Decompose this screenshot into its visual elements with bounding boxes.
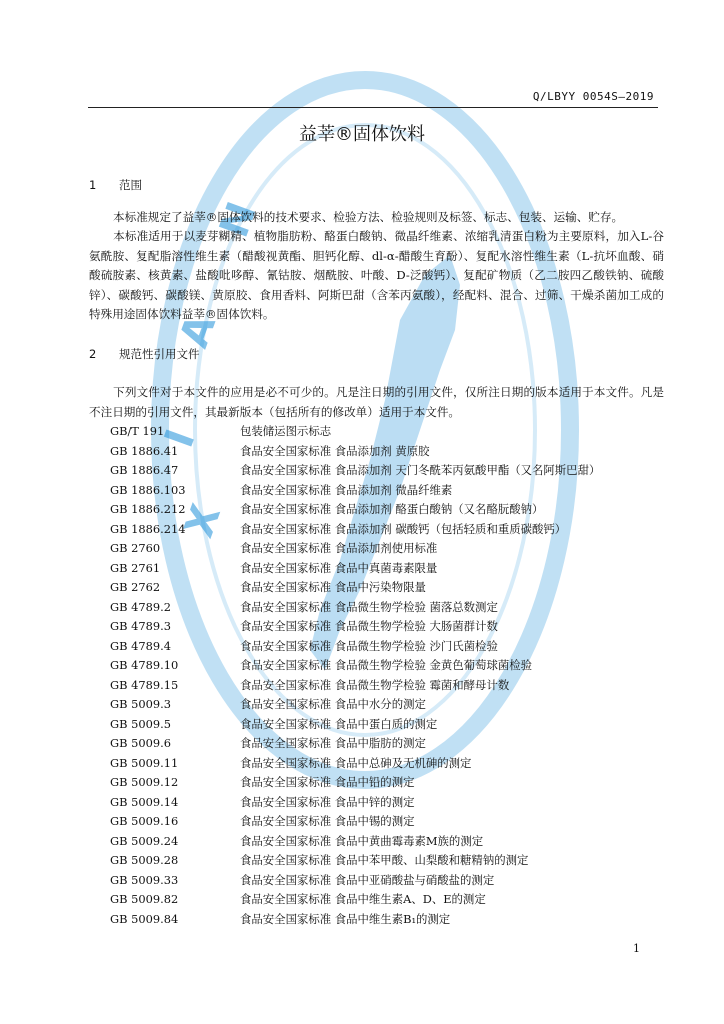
references-intro-paragraph	[89, 383, 664, 422]
reference-item	[110, 890, 670, 910]
reference-title: 包装储运图示标志	[240, 424, 332, 438]
reference-item	[110, 754, 670, 774]
reference-title: 食品安全国家标准 食品添加剂使用标准	[240, 541, 438, 555]
section-title: 范围	[119, 178, 142, 192]
reference-item	[110, 617, 670, 637]
reference-code: GB 2761	[110, 560, 161, 575]
reference-title: 食品安全国家标准 食品添加剂 黄原胶	[240, 443, 430, 458]
scope-paragraph-1	[89, 208, 664, 228]
reference-title: 食品安全国家标准 食品中苯甲酸、山梨酸和糖精钠的测定	[240, 853, 529, 867]
reference-title: 食品安全国家标准 食品微生物学检验 金黄色葡萄球菌检验	[240, 658, 533, 672]
reference-title: 食品安全国家标准 食品添加剂 酪蛋白酸钠（又名酪朊酸钠）	[240, 502, 544, 516]
reference-code: GB 4789.15	[110, 677, 179, 692]
reference-code: GB 1886.214	[110, 521, 186, 536]
reference-title: 食品安全国家标准 食品微生物学检验 大肠菌群计数	[240, 619, 498, 633]
section-2-heading	[89, 346, 200, 362]
reference-title: 食品安全国家标准 食品中维生素B₁的测定	[240, 911, 451, 926]
reference-item	[110, 539, 670, 559]
reference-title: 食品安全国家标准 食品中亚硝酸盐与硝酸盐的测定	[240, 872, 495, 887]
reference-item	[110, 812, 670, 832]
section-title: 规范性引用文件	[119, 347, 200, 361]
svg-text:A: A	[171, 308, 225, 354]
reference-code: GB 1886.103	[110, 482, 186, 497]
reference-title: 食品安全国家标准 食品中黄曲霉毒素M族的测定	[240, 833, 484, 848]
paragraph-text: 本标准规定了益莘®固体饮料的技术要求、检验方法、检验规则及标签、标志、包装、运输、贮存。	[113, 210, 624, 224]
reference-item	[110, 676, 670, 696]
reference-title: 食品安全国家标准 食品中水分的测定	[240, 697, 426, 711]
reference-item	[110, 871, 670, 891]
reference-item	[110, 695, 670, 715]
svg-text:N: N	[211, 196, 266, 244]
section-1-heading	[89, 177, 142, 193]
section-number: 1	[89, 178, 97, 192]
reference-code: GB 5009.82	[110, 892, 179, 906]
reference-code: GB 4789.4	[110, 638, 171, 653]
standard-code: Q/LBYY 0054S—2019	[532, 90, 654, 103]
reference-item	[110, 793, 670, 813]
scope-paragraph-2	[89, 227, 664, 325]
reference-title: 食品安全国家标准 食品微生物学检验 沙门氏菌检验	[240, 638, 498, 653]
reference-item	[110, 656, 670, 676]
reference-title: 食品安全国家标准 食品中铅的测定	[240, 775, 415, 789]
reference-code: GB 5009.24	[110, 833, 179, 848]
reference-code: GB 4789.10	[110, 658, 179, 672]
reference-list	[110, 422, 670, 929]
reference-item	[110, 422, 670, 442]
reference-title: 食品安全国家标准 食品中总砷及无机砷的测定	[240, 755, 472, 770]
reference-code: GB 5009.5	[110, 716, 171, 731]
reference-item	[110, 559, 670, 579]
reference-code: GB 4789.3	[110, 619, 171, 633]
document-title: 益莘®固体饮料	[299, 124, 425, 145]
reference-code: GB 5009.12	[110, 775, 179, 789]
reference-item	[110, 832, 670, 852]
reference-item	[110, 520, 670, 540]
reference-code: GB 5009.3	[110, 697, 171, 711]
reference-item	[110, 481, 670, 501]
page-number: 1	[633, 942, 640, 955]
reference-code: GB 2760	[110, 541, 161, 555]
reference-title: 食品安全国家标准 食品中锡的测定	[240, 814, 415, 828]
reference-code: GB 5009.14	[110, 794, 179, 809]
reference-title: 食品安全国家标准 食品中真菌毒素限量	[240, 560, 438, 575]
reference-item	[110, 461, 670, 481]
reference-title: 食品安全国家标准 食品微生物学检验 菌落总数测定	[240, 599, 498, 614]
reference-code: GB 5009.33	[110, 872, 179, 887]
header-divider	[88, 107, 658, 108]
reference-item	[110, 500, 670, 520]
reference-title: 食品安全国家标准 食品添加剂 天门冬酰苯丙氨酸甲酯（又名阿斯巴甜）	[240, 463, 601, 477]
reference-code: GB 5009.28	[110, 853, 179, 867]
reference-item	[110, 442, 670, 462]
reference-title: 食品安全国家标准 食品添加剂 微晶纤维素	[240, 482, 453, 497]
svg-text:X: X	[176, 498, 230, 544]
reference-title: 食品安全国家标准 食品中污染物限量	[240, 580, 426, 594]
paragraph-text: 下列文件对于本文件的应用是必不可少的。凡是注日期的引用文件，仅所注日期的版本适用于本文件。凡是不注日期的引用文件，其最新版本（包括所有的修改单）适用于本文件。	[89, 385, 664, 419]
reference-title: 食品安全国家标准 食品微生物学检验 霉菌和酵母计数	[240, 677, 510, 692]
reference-title: 食品安全国家标准 食品中维生素A、D、E的测定	[240, 892, 486, 906]
reference-code: GB 1886.41	[110, 443, 179, 458]
reference-item	[110, 910, 670, 930]
reference-title: 食品安全国家标准 食品中蛋白质的测定	[240, 716, 438, 731]
section-number: 2	[89, 347, 97, 361]
reference-code: GB/T 191	[110, 424, 165, 438]
reference-code: GB 5009.84	[110, 911, 179, 926]
reference-item	[110, 773, 670, 793]
reference-item	[110, 851, 670, 871]
reference-code: GB 1886.47	[110, 463, 179, 477]
reference-item	[110, 637, 670, 657]
reference-code: GB 5009.6	[110, 736, 171, 750]
reference-code: GB 5009.16	[110, 814, 179, 828]
reference-item	[110, 578, 670, 598]
reference-code: GB 4789.2	[110, 599, 171, 614]
reference-title: 食品安全国家标准 食品添加剂 碳酸钙（包括轻质和重质碳酸钙）	[240, 521, 567, 536]
svg-text:I: I	[156, 423, 205, 454]
reference-code: GB 2762	[110, 580, 161, 594]
reference-code: GB 5009.11	[110, 755, 179, 770]
paragraph-text: 本标准适用于以麦芽糊精、植物脂肪粉、酪蛋白酸钠、微晶纤维素、浓缩乳清蛋白粉为主要原料，加入L-谷氨酰胺、复配脂溶性维生素（醋酸视黄酯、胆钙化醇、dl-α-醋酸生育酚）、复配水溶性维生素（L-抗坏血酸、硝酸硫胺素、核黄素、盐酸吡哆醇、氰钴胺、烟酰胺、叶酸、D-泛酸钙）、复配矿物质（乙二胺四乙酸铁钠、硫酸锌）、碳酸钙、碳酸镁、黄原胶、食用香料、阿斯巴甜（含苯丙氨酸），经配料、混合、过筛、干燥杀菌加工成的特殊用途固体饮料益莘®固体饮料。	[89, 229, 664, 321]
reference-item	[110, 734, 670, 754]
reference-item	[110, 598, 670, 618]
reference-code: GB 1886.212	[110, 502, 186, 516]
reference-item	[110, 715, 670, 735]
reference-title: 食品安全国家标准 食品中脂肪的测定	[240, 736, 426, 750]
reference-title: 食品安全国家标准 食品中锌的测定	[240, 794, 415, 809]
